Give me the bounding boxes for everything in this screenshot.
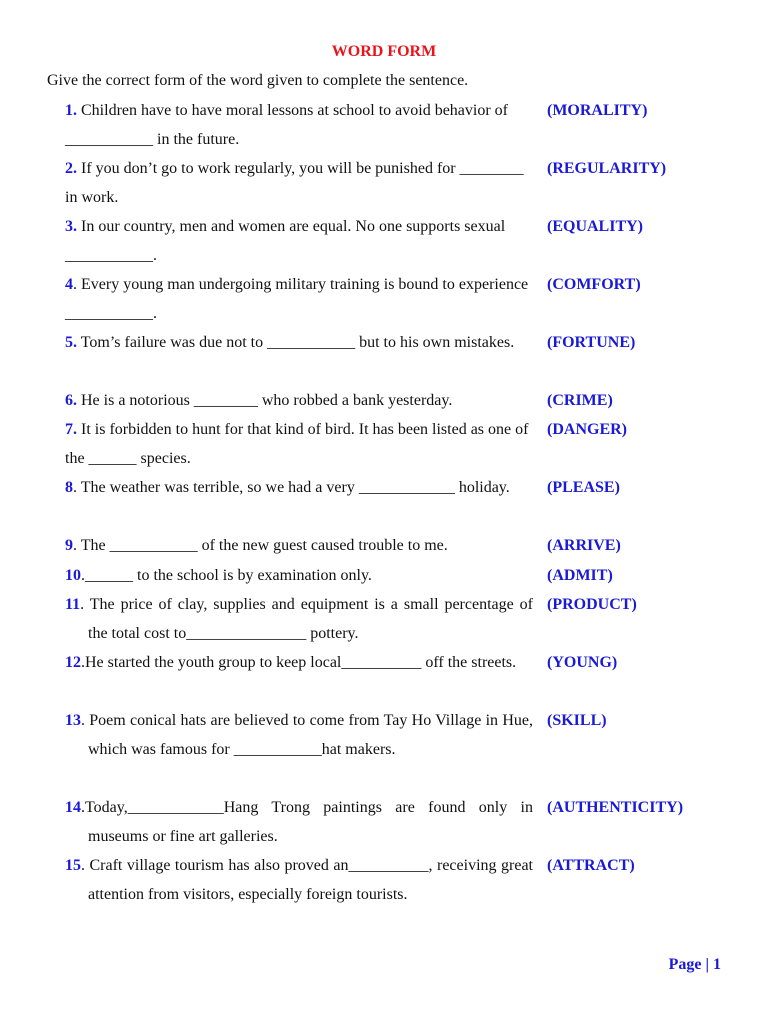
question-text: . The price of clay, supplies and equipment is a small percentage of the total cost to_______________ pottery. (80, 596, 533, 643)
question-text: .He started the youth group to keep local__________ off the streets. (81, 654, 517, 671)
question-text: It is forbidden to hunt for that kind of bird. It has been listed as one of the ______ species. (65, 421, 529, 468)
word-hint: (EQUALITY) (547, 218, 644, 235)
question-number: 7. (65, 421, 77, 438)
word-hint: (SKILL) (547, 712, 607, 729)
question-number: 5. (65, 334, 77, 351)
question-number: 9 (65, 537, 73, 554)
question-number: 6. (65, 392, 77, 409)
question-number: 8 (65, 479, 73, 496)
question-number: 10 (65, 567, 81, 584)
word-hint: (PRODUCT) (547, 596, 637, 613)
page-title: WORD FORM (331, 43, 437, 60)
question-text: He is a notorious ________ who robbed a bank yesterday. (77, 392, 453, 409)
word-hint: (CRIME) (547, 392, 613, 409)
question-number: 4 (65, 276, 73, 293)
question-number: 2. (65, 160, 77, 177)
question-text: . The ___________ of the new guest caused trouble to me. (73, 537, 448, 554)
word-hint: (YOUNG) (547, 654, 618, 671)
question-text: In our country, men and women are equal. No one supports sexual ___________. (65, 218, 506, 265)
question-text: Tom’s failure was due not to ___________ but to his own mistakes. (77, 334, 515, 351)
word-hint: (ARRIVE) (547, 537, 621, 554)
word-hint: (PLEASE) (547, 479, 620, 496)
question-text: . Every young man undergoing military training is bound to experience ___________. (65, 276, 529, 323)
question-text: . Poem conical hats are believed to come from Tay Ho Village in Hue, which was famous for ___________hat makers. (81, 712, 533, 759)
question-text: If you don’t go to work regularly, you will be punished for ________ in work. (65, 160, 524, 207)
question-number: 12 (65, 654, 81, 671)
question-text: .______ to the school is by examination only. (81, 567, 372, 584)
word-hint: (ADMIT) (547, 567, 613, 584)
word-hint: (MORALITY) (547, 102, 648, 119)
word-hint: (ATTRACT) (547, 857, 635, 874)
question-text: .Today,____________Hang Trong paintings are found only in museums or fine art galleries. (81, 799, 533, 846)
question-text: . Craft village tourism has also proved an__________, receiving great attention from visitors, especially foreign tourists. (81, 857, 533, 904)
word-hint: (REGULARITY) (547, 160, 667, 177)
question-number: 14 (65, 799, 81, 816)
question-text: Children have to have moral lessons at school to avoid behavior of ___________ in the future. (65, 102, 509, 149)
word-hint: (AUTHENTICITY) (547, 799, 684, 816)
word-hint: (COMFORT) (547, 276, 641, 293)
instruction-text: Give the correct form of the word given to complete the sentence. (47, 72, 469, 89)
question-number: 11 (65, 596, 81, 613)
question-number: 15 (65, 857, 81, 874)
page-number: Page | 1 (668, 956, 721, 973)
word-hint: (DANGER) (547, 421, 627, 438)
question-number: 1. (65, 102, 77, 119)
word-hint: (FORTUNE) (547, 334, 636, 351)
question-number: 13 (65, 712, 81, 729)
question-number: 3. (65, 218, 77, 235)
question-text: . The weather was terrible, so we had a very ____________ holiday. (73, 479, 510, 496)
